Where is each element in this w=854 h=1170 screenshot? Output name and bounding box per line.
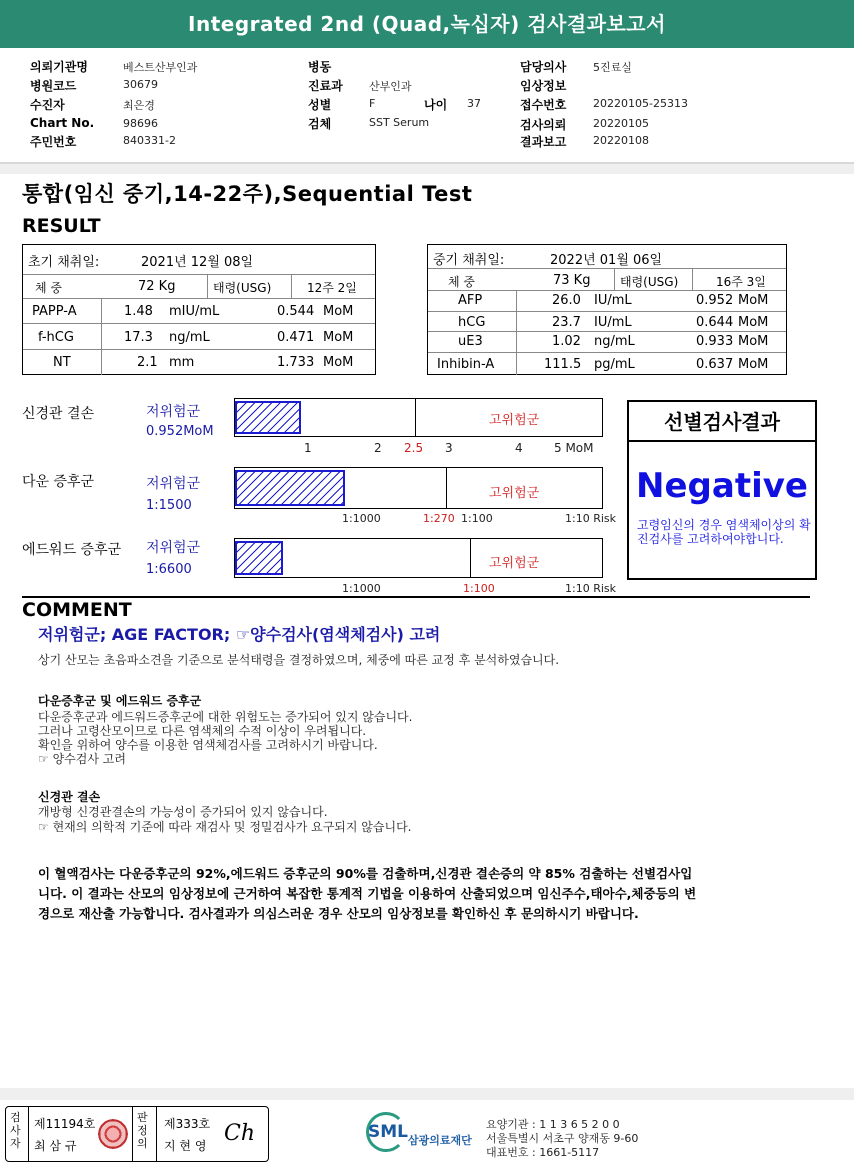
info-label: 병동 bbox=[308, 60, 332, 74]
marker-value: 17.3 bbox=[124, 330, 153, 345]
marker-value: 111.5 bbox=[544, 357, 582, 372]
divider bbox=[22, 596, 810, 598]
risk-high-down: 고위험군 bbox=[489, 486, 540, 501]
tick: 1 bbox=[304, 441, 312, 455]
risk-bar-edwards bbox=[234, 538, 603, 578]
signature-box bbox=[5, 1106, 269, 1162]
divider bbox=[0, 1088, 854, 1100]
risk-value-ntd: 0.952MoM bbox=[146, 424, 214, 439]
marker-value: 1.48 bbox=[124, 304, 153, 319]
marker-mom: 0.544 bbox=[277, 304, 315, 319]
seal-icon bbox=[98, 1119, 128, 1149]
info-value: 최은경 bbox=[123, 99, 155, 112]
age-value: 37 bbox=[467, 97, 481, 110]
info-label: 주민번호 bbox=[30, 135, 77, 149]
first-date: 2021년 12월 08일 bbox=[141, 255, 254, 270]
second-ga: 16주 3일 bbox=[716, 275, 766, 289]
marker-value: 1.02 bbox=[552, 334, 581, 349]
risk-label-ntd: 신경관 결손 bbox=[22, 406, 95, 422]
marker-unit: IU/mL bbox=[594, 293, 632, 308]
age-label: 나이 bbox=[424, 98, 448, 112]
risk-group-edwards: 저위험군 bbox=[146, 540, 201, 556]
marker-mom-unit: MoM bbox=[738, 334, 769, 349]
marker-mom: 0.471 bbox=[277, 330, 315, 345]
marker-unit: ng/mL bbox=[169, 330, 210, 345]
info-label: 접수번호 bbox=[520, 98, 567, 112]
screening-result-value: Negative bbox=[636, 466, 808, 506]
info-value: 98696 bbox=[123, 117, 158, 130]
info-value: 5진료실 bbox=[593, 61, 632, 74]
risk-cutoff-edwards bbox=[470, 539, 471, 577]
comment-heading: COMMENT bbox=[22, 599, 132, 621]
info-value: 30679 bbox=[123, 78, 158, 91]
checker-id: 제11194호 bbox=[34, 1117, 96, 1131]
marker-name: f-hCG bbox=[38, 330, 74, 345]
risk-group-ntd: 저위험군 bbox=[146, 404, 201, 420]
lab-phone: 대표번호 : 1661-5117 bbox=[486, 1146, 600, 1159]
marker-name: NT bbox=[53, 355, 71, 370]
marker-mom-unit: MoM bbox=[738, 315, 769, 330]
test-title: 통합(임신 중기,14-22주),Sequential Test bbox=[22, 182, 473, 206]
risk-fill-edwards bbox=[235, 541, 283, 575]
marker-name: Inhibin-A bbox=[437, 357, 495, 372]
info-value: F bbox=[369, 97, 376, 110]
risk-cutoff-down bbox=[446, 468, 447, 508]
second-date-label: 중기 채취일: bbox=[433, 253, 505, 268]
tick: 1:100 bbox=[461, 512, 493, 525]
tick: 1:10 Risk bbox=[565, 512, 616, 525]
lab-address: 서울특별시 서초구 양재동 9-60 bbox=[486, 1132, 639, 1145]
screening-result-box bbox=[627, 400, 817, 580]
comment-intro: 상기 산모는 초음파소견을 기준으로 분석태령을 결정하였으며, 체중에 따른 교정 후 분석하였습니다. bbox=[38, 653, 560, 667]
marker-name: uE3 bbox=[458, 334, 483, 349]
risk-bar-down bbox=[234, 467, 603, 509]
first-date-label: 초기 채취일: bbox=[28, 255, 100, 270]
marker-value: 26.0 bbox=[552, 293, 581, 308]
first-ga-label: 태령(USG) bbox=[213, 281, 272, 295]
marker-mom: 0.933 bbox=[696, 334, 734, 349]
tick: 1:100 bbox=[463, 582, 495, 595]
info-label: 진료과 bbox=[308, 79, 343, 93]
info-label: 담당의사 bbox=[520, 60, 567, 74]
report-title: Integrated 2nd (Quad,녹십자) 검사결과보고서 bbox=[0, 0, 854, 48]
first-weight-label: 체 중 bbox=[35, 281, 62, 295]
info-label: Chart No. bbox=[30, 116, 95, 130]
comment-line: 확인을 위하여 양수를 이용한 염색체검사를 고려하시기 바랍니다. bbox=[38, 738, 378, 752]
risk-fill-down bbox=[235, 470, 345, 506]
tick: 1:1000 bbox=[342, 512, 381, 525]
marker-mom-unit: MoM bbox=[323, 330, 354, 345]
marker-mom-unit: MoM bbox=[738, 293, 769, 308]
marker-mom-unit: MoM bbox=[738, 357, 769, 372]
risk-high-edwards: 고위험군 bbox=[489, 556, 540, 571]
reviewer-label: 판정의 bbox=[137, 1111, 148, 1150]
marker-name: AFP bbox=[458, 293, 483, 308]
risk-label-down: 다운 증후군 bbox=[22, 474, 95, 490]
second-ga-label: 태령(USG) bbox=[620, 275, 679, 289]
second-weight: 73 Kg bbox=[553, 273, 591, 288]
marker-mom: 0.952 bbox=[696, 293, 734, 308]
reviewer-id: 제333호 bbox=[164, 1117, 211, 1131]
risk-label-edwards: 에드워드 증후군 bbox=[22, 542, 122, 558]
risk-high-ntd: 고위험군 bbox=[489, 413, 540, 428]
logo-text: SML bbox=[368, 1122, 408, 1142]
info-value: 20220108 bbox=[593, 134, 649, 147]
first-weight: 72 Kg bbox=[138, 279, 176, 294]
risk-value-down: 1:1500 bbox=[146, 498, 192, 513]
second-weight-label: 체 중 bbox=[448, 275, 475, 289]
info-label: 임상정보 bbox=[520, 79, 567, 93]
info-label: 검사의뢰 bbox=[520, 118, 567, 132]
lab-name: 삼광의료재단 bbox=[408, 1134, 472, 1147]
marker-unit: ng/mL bbox=[594, 334, 635, 349]
tick: 3 bbox=[445, 441, 453, 455]
info-value: 20220105 bbox=[593, 117, 649, 130]
risk-bar-ntd bbox=[234, 398, 603, 437]
tick: 2 bbox=[374, 441, 382, 455]
first-trimester-table bbox=[22, 244, 376, 375]
checker-name: 최 삼 규 bbox=[34, 1139, 77, 1153]
tick: 1:10 Risk bbox=[565, 582, 616, 595]
second-trimester-table bbox=[427, 244, 787, 375]
comment-line: ☞ 현재의 의학적 기준에 따라 재검사 및 정밀검사가 요구되지 않습니다. bbox=[38, 820, 412, 834]
marker-mom: 0.637 bbox=[696, 357, 734, 372]
marker-unit: mIU/mL bbox=[169, 304, 220, 319]
risk-fill-ntd bbox=[235, 401, 301, 434]
checker-label: 검사자 bbox=[10, 1111, 21, 1150]
info-value: 산부인과 bbox=[369, 80, 412, 93]
marker-mom-unit: MoM bbox=[323, 355, 354, 370]
screening-result-title: 선별검사결과 bbox=[629, 402, 815, 442]
marker-name: hCG bbox=[458, 315, 486, 330]
comment-line: 다운증후군과 에드워드증후군에 대한 위험도는 증가되어 있지 않습니다. bbox=[38, 710, 413, 724]
tick: 2.5 bbox=[404, 441, 424, 455]
marker-value: 23.7 bbox=[552, 315, 581, 330]
marker-name: PAPP-A bbox=[32, 304, 77, 319]
comment-line: 개방형 신경관결손의 가능성이 증가되어 있지 않습니다. bbox=[38, 805, 328, 819]
disclaimer: 이 혈액검사는 다운증후군의 92%,에드워드 증후군의 90%를 검출하며,신경관 결손증의 약 85% 검출하는 선별검사입니다. 이 결과는 산모의 임상정보에 근거하여 복잡한 통계적 기법을 이용하여 산출되었으며 임신주수,태아수,체중등의 변경으로 재산출 가능합니다. 검사결과가 의심스러운 경우 산모의 임상정보를 확인하신 후 문의하시기 바랍니다. bbox=[38, 866, 697, 921]
info-value: 베스트산부인과 bbox=[123, 61, 198, 74]
tick: 5 MoM bbox=[554, 441, 594, 455]
info-label: 의뢰기관명 bbox=[30, 60, 88, 74]
risk-value-edwards: 1:6600 bbox=[146, 562, 192, 577]
comment-line: ☞ 양수검사 고려 bbox=[38, 752, 126, 766]
comment-headline: 저위험군; AGE FACTOR; ☞양수검사(염색체검사) 고려 bbox=[38, 625, 441, 644]
marker-mom: 1.733 bbox=[277, 355, 315, 370]
info-value: SST Serum bbox=[369, 116, 430, 129]
marker-mom-unit: MoM bbox=[323, 304, 354, 319]
patient-info-panel bbox=[0, 56, 854, 164]
second-date: 2022년 01월 06일 bbox=[550, 253, 663, 268]
info-value: 20220105-25313 bbox=[593, 97, 688, 110]
marker-unit: pg/mL bbox=[594, 357, 635, 372]
tick: 1:1000 bbox=[342, 582, 381, 595]
marker-mom: 0.644 bbox=[696, 315, 734, 330]
info-label: 결과보고 bbox=[520, 135, 567, 149]
tick: 4 bbox=[515, 441, 523, 455]
result-heading: RESULT bbox=[22, 215, 101, 237]
divider bbox=[0, 164, 854, 174]
info-label: 성별 bbox=[308, 98, 332, 112]
org-code: 요양기관 : 1 1 3 6 5 2 0 0 bbox=[486, 1118, 620, 1131]
marker-unit: IU/mL bbox=[594, 315, 632, 330]
info-value: 840331-2 bbox=[123, 134, 176, 147]
signature: Ch bbox=[224, 1121, 256, 1146]
risk-cutoff-ntd bbox=[415, 399, 416, 436]
tick: 1:270 bbox=[423, 512, 455, 525]
down-edwards-title: 다운증후군 및 에드워드 증후군 bbox=[38, 694, 202, 708]
info-label: 검체 bbox=[308, 117, 332, 131]
comment-line: 그러나 고령산모이므로 다른 염색체의 수적 이상이 우려됩니다. bbox=[38, 724, 367, 738]
info-label: 병원코드 bbox=[30, 79, 77, 93]
risk-group-down: 저위험군 bbox=[146, 476, 201, 492]
info-label: 수진자 bbox=[30, 98, 65, 112]
marker-unit: mm bbox=[169, 355, 195, 370]
marker-value: 2.1 bbox=[137, 355, 158, 370]
ntd-title: 신경관 결손 bbox=[38, 790, 101, 804]
first-ga: 12주 2일 bbox=[307, 281, 357, 295]
screening-result-note: 고령임신의 경우 염색체이상의 확진검사를 고려하여야합니다. bbox=[637, 518, 811, 546]
reviewer-name: 지 현 영 bbox=[164, 1139, 207, 1153]
